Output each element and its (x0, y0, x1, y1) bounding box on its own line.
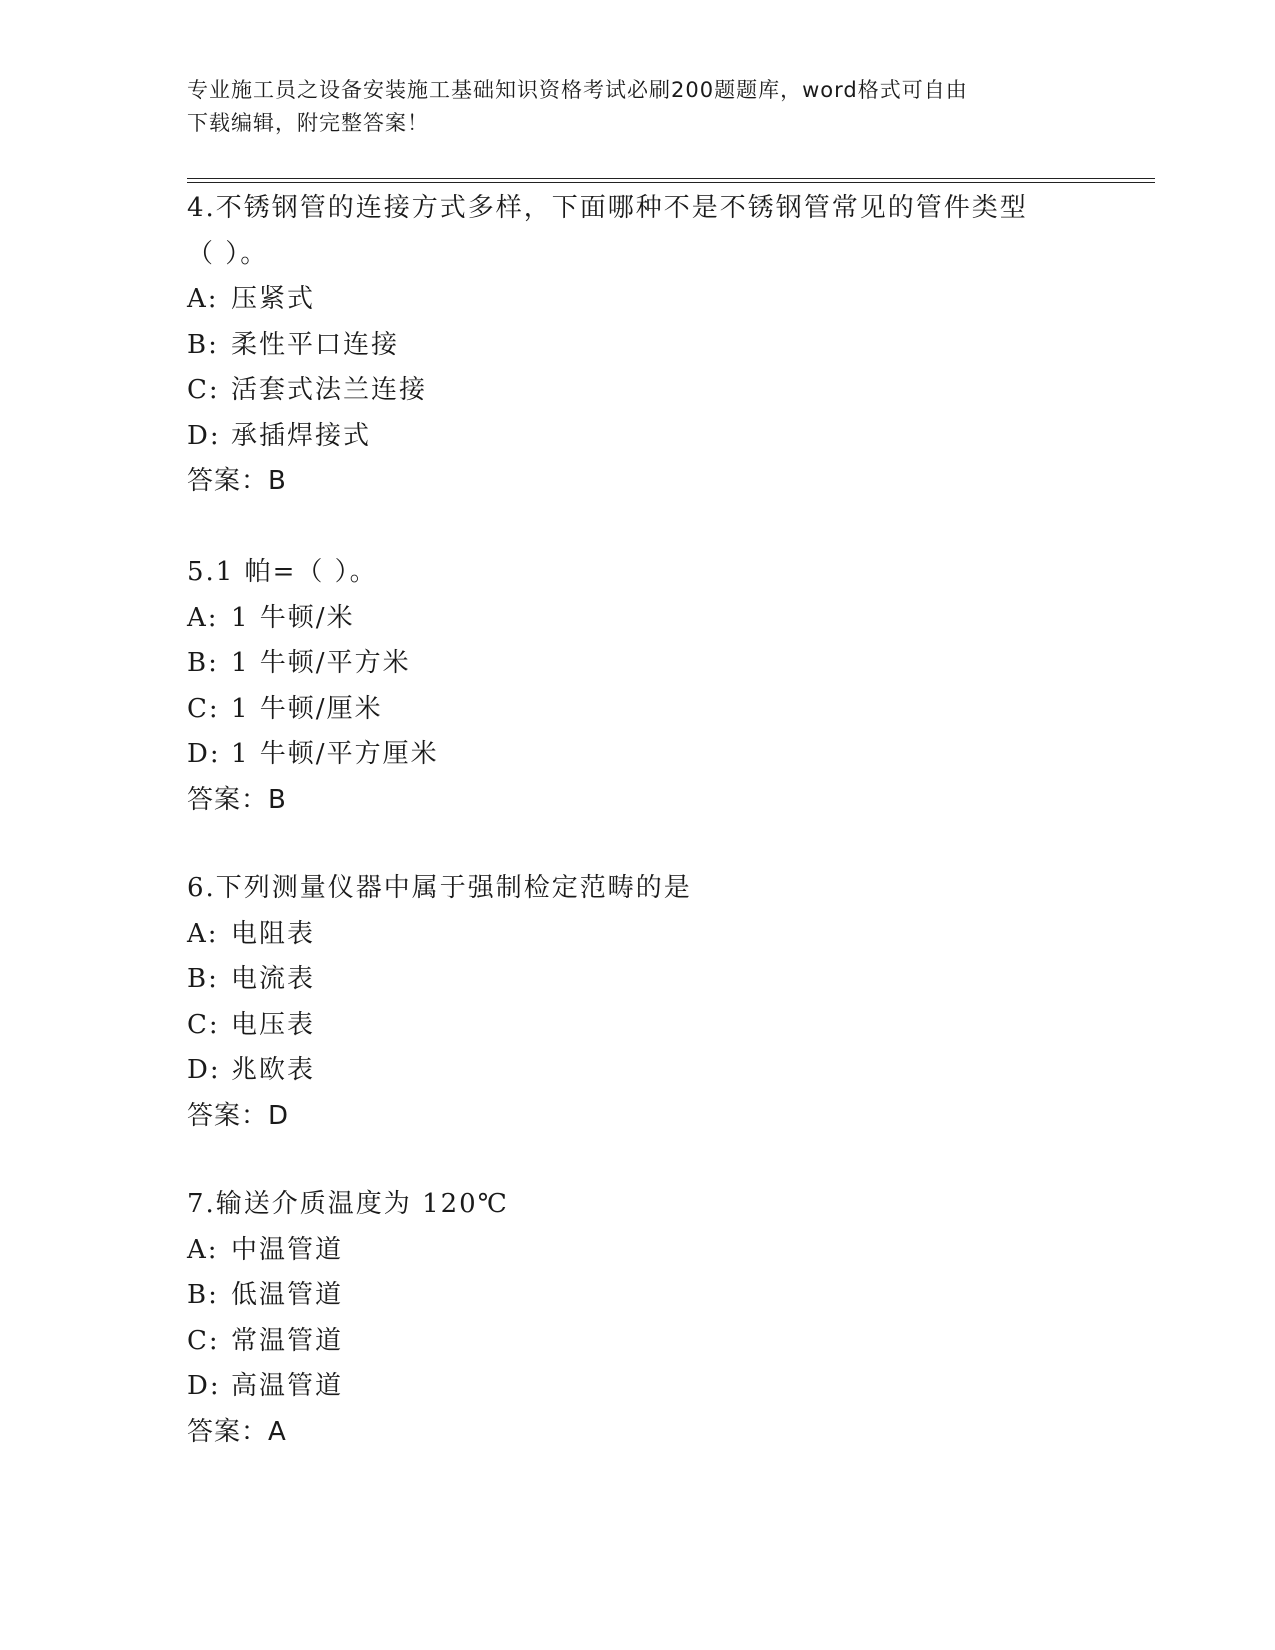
option-a (187, 1228, 1087, 1274)
option-text: 承插焊接式 (231, 420, 372, 451)
answer: 答案：B (187, 466, 287, 496)
option-c (187, 1003, 1087, 1049)
answer: 答案：D (187, 1100, 290, 1131)
option-text: 1 牛顿/米 (231, 602, 355, 633)
question-4 (187, 186, 1087, 505)
option-label: C: (187, 1009, 220, 1040)
option-label: D: (187, 1371, 221, 1401)
option-text: 低温管道 (231, 1280, 344, 1310)
option-text: 活套式法兰连接 (231, 375, 428, 405)
option-text: 柔性平口连接 (231, 329, 400, 360)
option-c (187, 368, 1087, 414)
option-b (187, 957, 1087, 1003)
option-d (187, 414, 1087, 460)
option-label: C: (187, 693, 220, 724)
option-label: D: (187, 739, 221, 769)
question-stem: 7.输送介质温度为 120℃ (187, 1189, 509, 1219)
option-a (187, 912, 1087, 958)
option-label: A: (187, 1234, 219, 1265)
option-text: 压紧式 (231, 284, 316, 314)
option-text: 电压表 (231, 1009, 316, 1040)
option-b (187, 323, 1087, 369)
option-label: D: (187, 420, 221, 451)
option-text: 兆欧表 (231, 1055, 316, 1085)
option-text: 常温管道 (231, 1325, 344, 1356)
question-7 (187, 1182, 1087, 1455)
header-divider-bottom (187, 182, 1155, 183)
question-stem: 4.不锈钢管的连接方式多样，下面哪种不是不锈钢管常见的管件类型 (187, 193, 1028, 223)
header-divider-top (187, 178, 1155, 179)
option-text: 1 牛顿/平方厘米 (231, 739, 439, 769)
option-text: 1 牛顿/厘米 (231, 693, 383, 724)
option-label: C: (187, 375, 220, 405)
question-6 (187, 866, 1087, 1139)
option-a (187, 596, 1087, 642)
option-d (187, 1048, 1087, 1094)
option-text: 电阻表 (231, 918, 316, 949)
option-label: B: (187, 964, 219, 994)
option-label: B: (187, 648, 219, 678)
option-a (187, 277, 1087, 323)
question-stem: 6.下列测量仪器中属于强制检定范畴的是 (187, 873, 692, 903)
option-text: 中温管道 (231, 1234, 344, 1265)
question-stem: （ ）。 (187, 238, 269, 269)
option-text: 电流表 (231, 964, 316, 994)
option-b (187, 641, 1087, 687)
option-label: A: (187, 918, 219, 949)
option-label: A: (187, 284, 219, 314)
answer: 答案：A (187, 1416, 287, 1447)
option-text: 高温管道 (231, 1371, 344, 1401)
question-stem: 5.1 帕=（ ）。 (187, 557, 378, 587)
document-header (187, 74, 1087, 140)
option-d (187, 732, 1087, 778)
option-label: B: (187, 1280, 219, 1310)
option-label: B: (187, 329, 219, 360)
option-b (187, 1273, 1087, 1319)
header-line-2: 下载编辑，附完整答案！ (187, 111, 429, 135)
option-text: 1 牛顿/平方米 (231, 648, 411, 678)
option-label: C: (187, 1325, 220, 1356)
question-5 (187, 550, 1087, 823)
header-line-1: 专业施工员之设备安装施工基础知识资格考试必刷200题题库，word格式可自由 (187, 78, 968, 102)
option-c (187, 1319, 1087, 1365)
option-label: A: (187, 602, 219, 633)
option-c (187, 687, 1087, 733)
answer: 答案：B (187, 784, 287, 815)
option-label: D: (187, 1055, 221, 1085)
option-d (187, 1364, 1087, 1410)
